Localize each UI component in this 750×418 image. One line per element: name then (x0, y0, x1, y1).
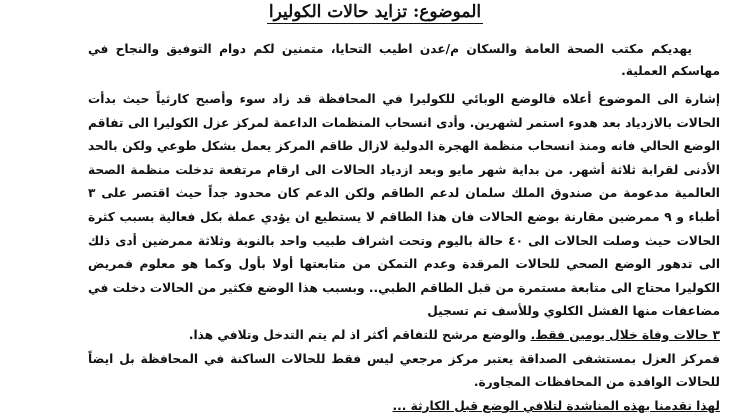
greeting-paragraph: يهديكم مكتب الصحة العامة والسكان م/عدن اطيب التحايا، متمنين لكم دوام التوفيق والنجاح في مهاسكم العملية. (88, 42, 720, 78)
paragraph-isolation-center: فمركز العزل بمستشفى الصداقة يعتبر مركز مرجعي ليس فقط للحالات الساكنة في المحافظة بل ايضاً للحالات الوافدة من المحافظات المجاورة. (88, 351, 720, 390)
subject-text: الموضوع: تزايد حالات الكوليرا (268, 2, 482, 22)
paragraph-situation (88, 88, 720, 348)
letter-body (88, 88, 720, 418)
subject-heading (0, 0, 750, 24)
paragraph-appeal: لهذا نقدمنا بهذه المناشدة لتلافي الوضع قبل الكارثة ... (392, 398, 720, 413)
greeting-block (88, 38, 720, 82)
paragraph-situation-text: إشارة الى الموضوع أعلاه فالوضع الوبائي للكوليرا في المحافظة قد زاد سوء وأصبح كارثياً حيث بدأت الحالات بالازدياد بعد هدوء استمر لشهرين. وأدى انسحاب المنظمات الداعمة لمركز عزل الكوليرا الى تفاقم الوضع الحالي فانه ومنذ انسحاب منظمة الهجرة الدولية لازال طاقم المركز يعمل بشكل طوعي ولكن بالحد الأدنى لقرابة ثلاثة أشهر. من بداية شهر مايو وبعد ازدياد الحالات الى ارقام مرتفعة تدخلت منظمة الصحة العالمية مدعومة من صندوق الملك سلمان لدعم الطاقم ولكن الدعم كان محدود جداً حيث اقتصر على ٣ أطباء و ٩ ممرضين مقارنة بوضع الحالات فان هذا الطاقم لا يستطيع ان يؤدي عملة بكل فعالية بسبب كثرة الحالات حيث وصلت الحالات الى ٤٠ حالة باليوم وتحت اشراف طبيب واحد بالنوبة وثلاثة ممرضين أدى ذلك الى تدهور الوضع الصحي للحالات المرقدة وعدم التمكن من متابعتها أولا بأول وكما هو معلوم فمريض الكوليرا محتاج الى متابعة مستمرة من قبل الطاقم الطبي.. وبسبب هذا الوضع فكثير من الحالات دخلت في مضاعفات منها الفشل الكلوي وللأسف تم تسجيل (88, 92, 720, 319)
paragraph-situation-tail: والوضع مرشح للتفاقم أكثر اذ لم يتم التدخل وتلافي هذا. (188, 327, 531, 342)
deaths-underlined-text: ٣ حالات وفاة خلال يومين فقط. (530, 327, 720, 342)
